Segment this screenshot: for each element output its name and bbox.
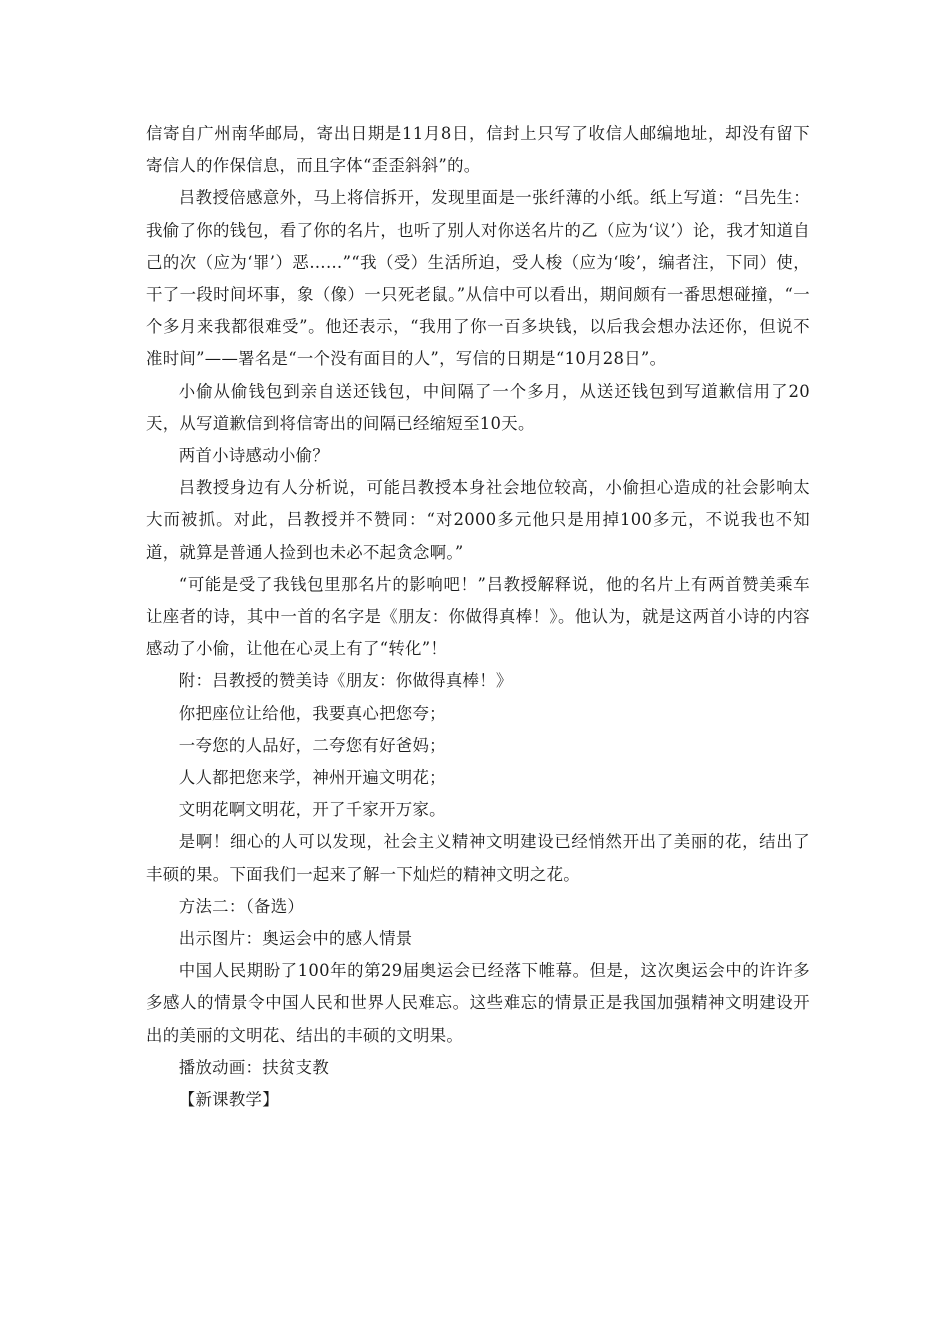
show-picture-line: 出示图片：奥运会中的感人情景 (178, 929, 413, 949)
paragraph-summary: 是啊！细心的人可以发现，社会主义精神文明建设已经悄然开出了美丽的花，结出了丰硕的果。下面我们一起来了解一下灿烂的精神文明之花。 (146, 832, 810, 884)
paragraph-letter-origin: 信寄自广州南华邮局，寄出日期是11月8日，信封上只写了收信人邮编地址，却没有留下寄信人的作保信息，而且字体“歪歪斜斜”的。 (146, 124, 810, 176)
document-body (146, 118, 810, 1116)
poem-line-1: 你把座位让给他，我要真心把您夸； (178, 703, 446, 723)
paragraph-analysis: 吕教授身边有人分析说，可能吕教授本身社会地位较高，小偷担心造成的社会影响太大而被抓。对此，吕教授并不赞同：“对2000多元他只是用掉100多元，不说我也不知道，就算是普通人捡到也未必不起贪念啊。” (146, 478, 810, 562)
paragraph-timeline: 小偷从偷钱包到亲自送还钱包，中间隔了一个多月，从送还钱包到写道歉信用了20天，从写道歉信到将信寄出的间隔已经缩短至10天。 (146, 381, 810, 433)
play-animation-line: 播放动画：扶贫支教 (178, 1057, 330, 1077)
new-lesson-heading: 【新课教学】 (178, 1090, 279, 1110)
poem-title: 附：吕教授的赞美诗《朋友：你做得真棒！》 (178, 671, 513, 691)
poem-line-4: 文明花啊文明花，开了千家开万家。 (178, 800, 446, 820)
paragraph-letter-content: 吕教授倍感意外，马上将信拆开，发现里面是一张纤薄的小纸。纸上写道：“吕先生：我偷了你的钱包，看了你的名片，也听了别人对你送名片的乙（应为‘议’）论，我才知道自己的次（应为‘罪’）恶……”“我（受）生活所迫，受人梭（应为‘唆’，编者注，下同）使，干了一段时间坏事，象（像）一只死老鼠。”从信中可以看出，期间颇有一番思想碰撞，“一个多月来我都很难受”。他还表示，“我用了你一百多块钱，以后我会想办法还你，但说不准时间”——署名是“一个没有面目的人”，写信的日期是“10月28日”。 (146, 188, 810, 369)
paragraph-olympics: 中国人民期盼了100年的第29届奥运会已经落下帷幕。但是，这次奥运会中的许许多多感人的情景令中国人民和世界人民难忘。这些难忘的情景正是我国加强精神文明建设开出的美丽的文明花、结出的丰硕的文明果。 (146, 961, 810, 1045)
section-heading-poems: 两首小诗感动小偷？ (178, 446, 330, 466)
paragraph-explanation: “可能是受了我钱包里那名片的影响吧！”吕教授解释说，他的名片上有两首赞美乘车让座者的诗，其中一首的名字是《朋友：你做得真棒！》。他认为，就是这两首小诗的内容感动了小偷，让他在心灵上有了“转化”！ (146, 574, 810, 659)
poem-line-3: 人人都把您来学，神州开遍文明花； (178, 768, 446, 788)
poem-line-2: 一夸您的人品好，二夸您有好爸妈； (178, 735, 446, 755)
method-two-heading: 方法二：（备选） (178, 896, 305, 916)
